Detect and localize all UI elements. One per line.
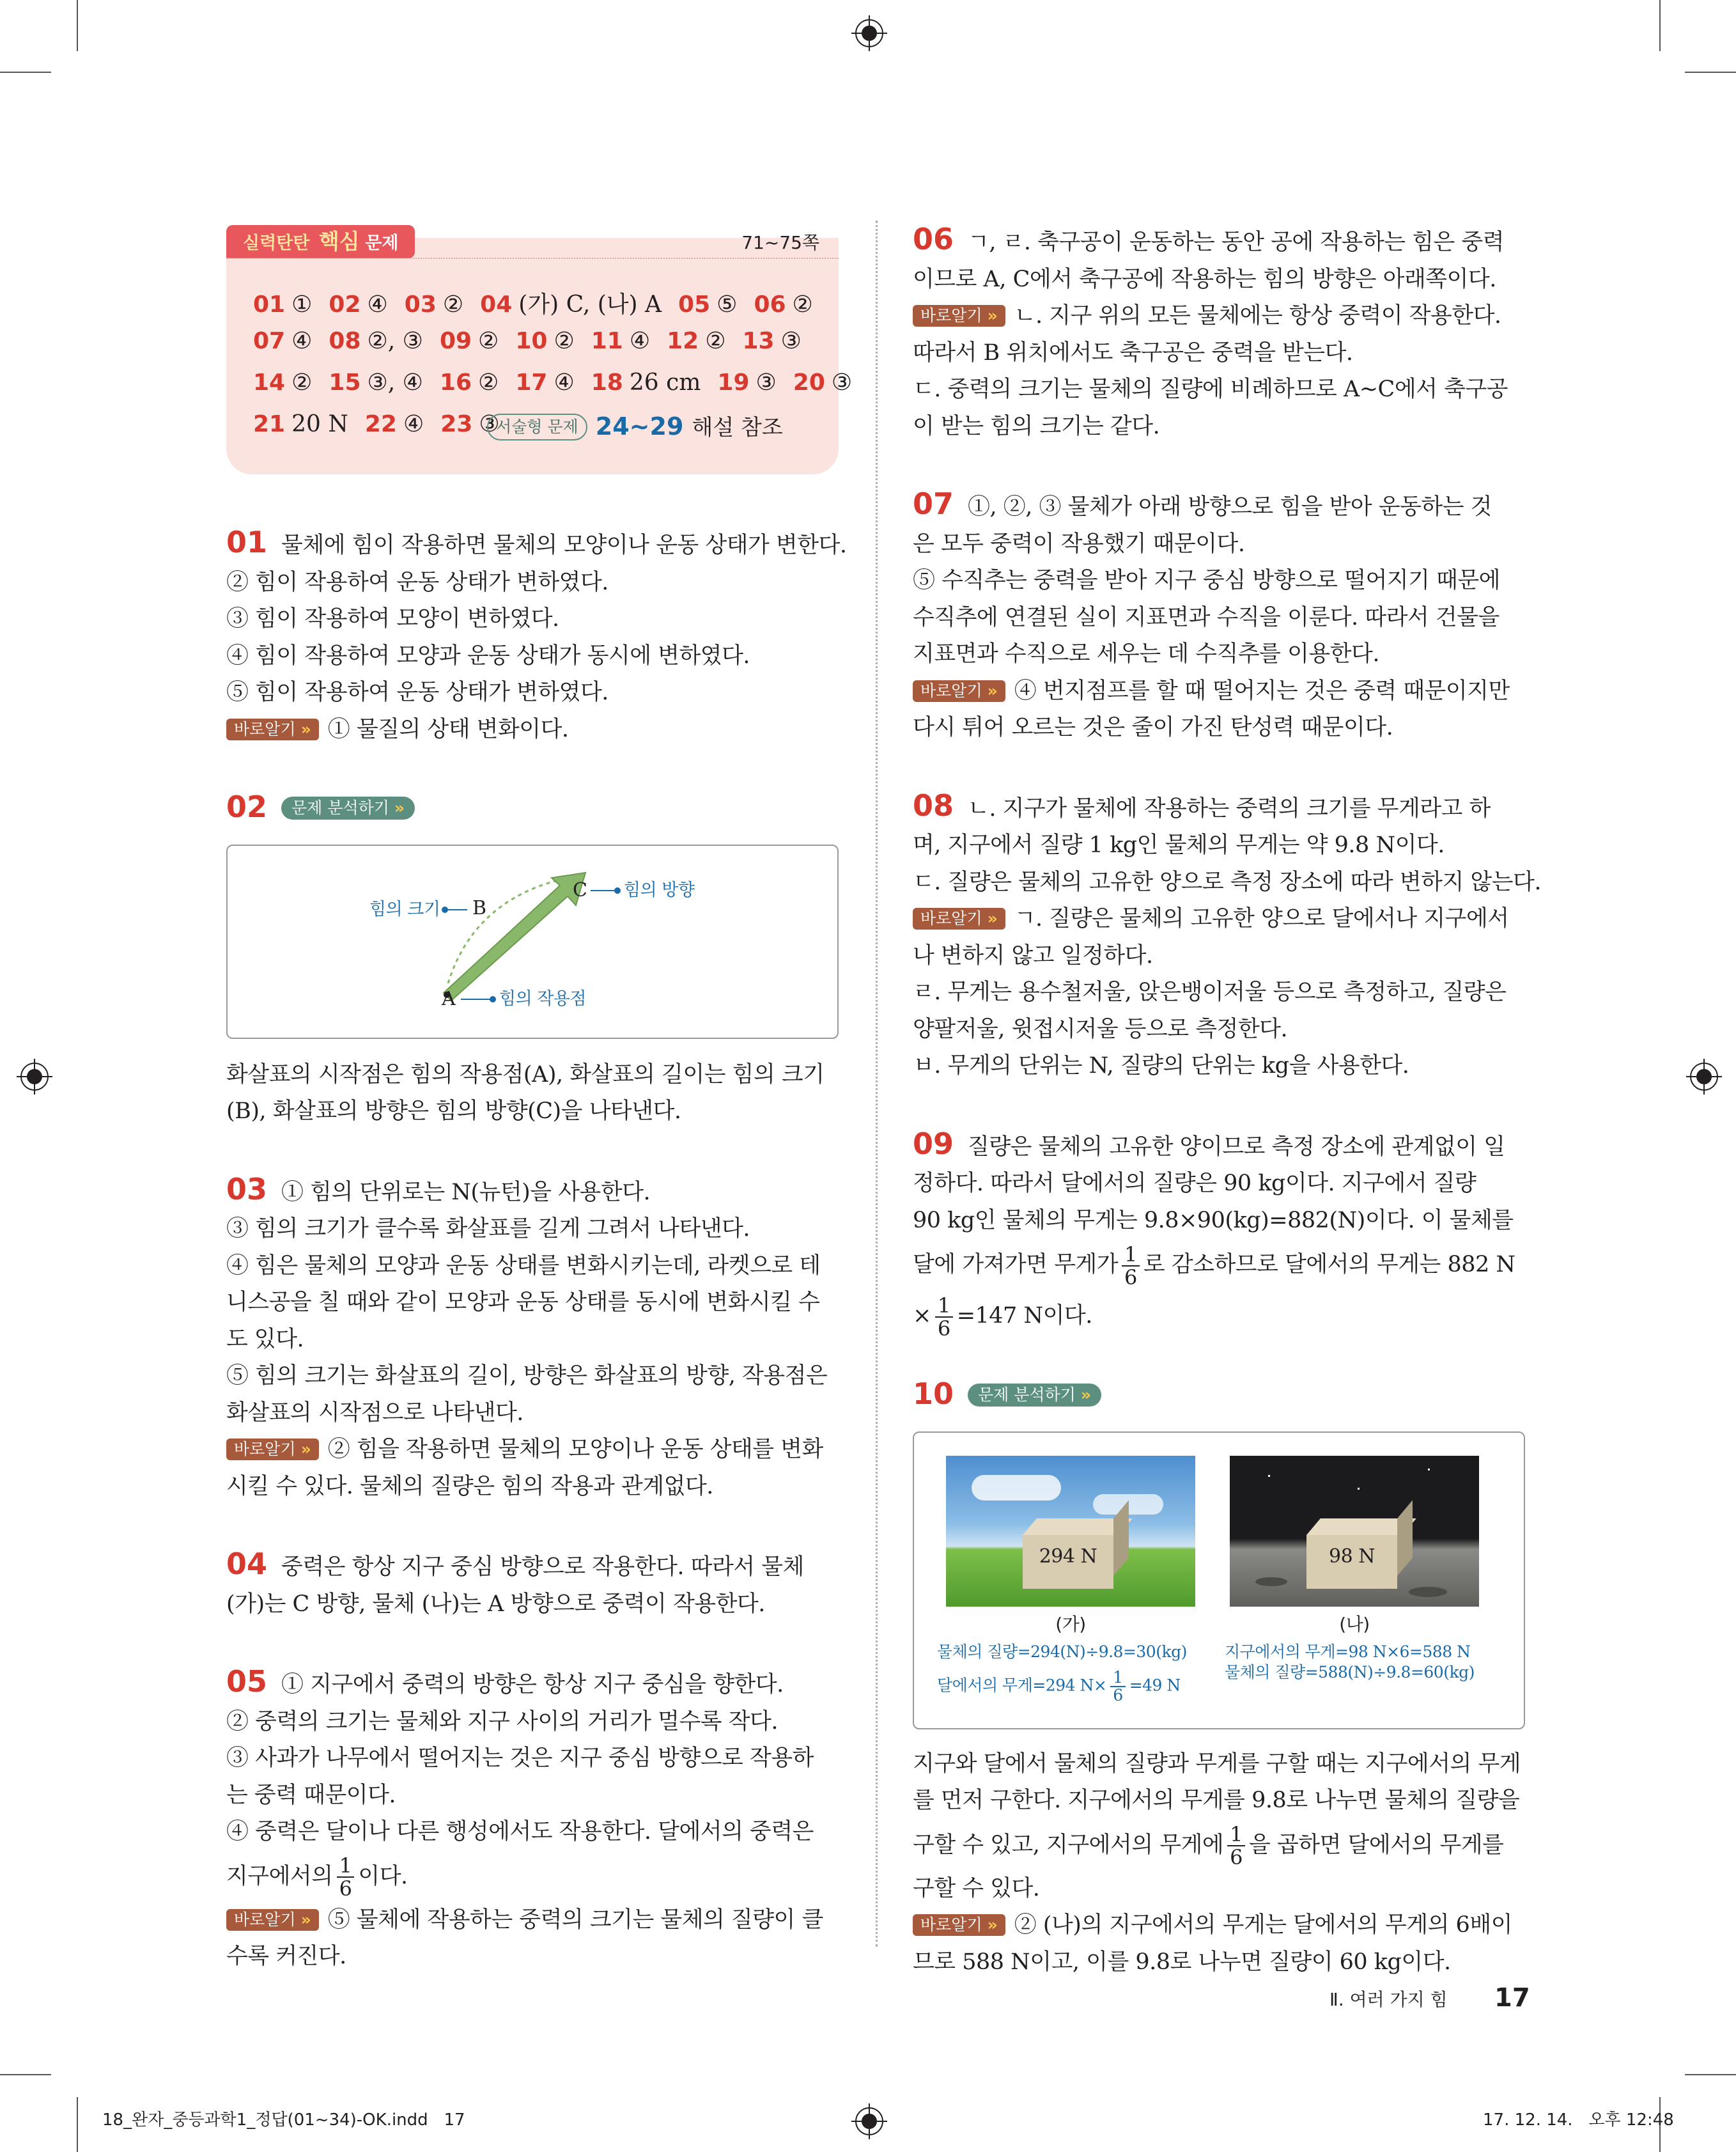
earth-image [946, 1456, 1195, 1607]
q02-number: 02 [226, 790, 268, 824]
column-divider [876, 221, 878, 1947]
answer-value: ③ [780, 328, 802, 354]
q07-line-2: 은 모두 중력이 작용했기 때문이다. [913, 531, 1245, 557]
q05-line-1 [226, 1664, 840, 1704]
answer-value: ⑤ [717, 292, 738, 318]
ga-calc-2 [937, 1669, 1181, 1704]
ga-calc-1: 물체의 질량=294(N)÷9.8=30(kg) [937, 1642, 1187, 1661]
q08-correction [913, 901, 1526, 938]
q04-number: 04 [226, 1547, 268, 1581]
answer-item [591, 370, 701, 396]
crop-mark [1659, 0, 1661, 51]
answer-item [667, 328, 725, 354]
correction-label: 바로알기 [920, 1915, 982, 1934]
q09-line-4 [913, 1239, 1526, 1290]
answer-item [480, 292, 662, 318]
q09-number: 09 [913, 1126, 954, 1161]
crater [1409, 1587, 1447, 1597]
answer-number: 11 [591, 328, 623, 354]
q08-after-3: 양팔저울, 윗접시저울 등으로 측정한다. [913, 1016, 1288, 1042]
answer-number: 10 [515, 328, 548, 354]
moon-image [1230, 1456, 1479, 1607]
answer-item [253, 370, 312, 396]
answer-value: ④ [291, 328, 313, 354]
answer-number: 21 [253, 411, 286, 437]
chevron-icon: » [987, 909, 998, 928]
crop-mark [0, 2074, 51, 2075]
answer-value: 26 cm [629, 370, 701, 396]
correction-label: 바로알기 [234, 1910, 296, 1929]
q01-line-5: ⑤ 힘이 작용하여 운동 상태가 변하였다. [226, 680, 608, 705]
q05-frac-post: 이다. [358, 1863, 408, 1889]
answer-number: 19 [717, 370, 750, 396]
correction-label: 바로알기 [920, 909, 982, 928]
box-side [1397, 1500, 1413, 1576]
q10-correction-2: 므로 588 N이고, 이를 9.8로 나누면 질량이 60 kg이다. [913, 1949, 1451, 1975]
fraction-denominator: 6 [1113, 1685, 1123, 1704]
label-B: B [472, 896, 486, 919]
answer-value: ② [792, 292, 813, 318]
answer-number: 12 [667, 328, 699, 354]
force-arrow [444, 873, 585, 1001]
q03-number: 03 [226, 1171, 268, 1206]
q01-correction [226, 712, 840, 749]
q10-line-1: 지구와 달에서 물체의 질량과 무게를 구할 때는 지구에서의 무게 [913, 1750, 1521, 1777]
correction-label: 바로알기 [920, 681, 982, 700]
q08-number: 08 [913, 788, 954, 823]
crop-mark [0, 72, 51, 73]
answer-number: 15 [329, 370, 361, 396]
q01-line-1 [226, 524, 847, 565]
q10-l3-post: 을 곱하면 달에서의 무게를 [1249, 1832, 1504, 1858]
chevron-icon: » [987, 306, 998, 325]
answer-number: 20 [793, 370, 825, 396]
q10-figure [913, 1431, 1525, 1729]
answer-value: ① [291, 292, 313, 318]
crop-mark [77, 0, 78, 51]
answer-number: 18 [591, 370, 623, 396]
fraction [935, 1295, 953, 1339]
answer-pages: 71~75쪽 [741, 232, 819, 253]
na-calc-2: 물체의 질량=588(N)÷9.8=60(kg) [1225, 1662, 1475, 1681]
q10-number: 10 [913, 1376, 954, 1411]
q03-text: ① 힘의 단위로는 N(뉴턴)을 사용한다. [281, 1179, 651, 1205]
star [1358, 1488, 1360, 1490]
q06-correction [913, 298, 1526, 335]
answer-row-3 [253, 370, 869, 396]
answer-box-rule [226, 258, 839, 259]
fraction-denominator: 6 [1124, 1265, 1137, 1290]
star [1268, 1475, 1270, 1477]
answer-number: 22 [364, 411, 397, 437]
q05-number: 05 [226, 1664, 268, 1699]
essay-ref: 해설 참조 [692, 415, 783, 441]
fraction-numerator: 1 [1110, 1669, 1125, 1687]
ga-calc-2-pre: 달에서의 무게=294 N× [937, 1676, 1107, 1694]
correction-tag [226, 719, 319, 740]
q06-line-2: 이므로 A, C에서 축구공에 작용하는 힘의 방향은 아래쪽이다. [913, 266, 1496, 292]
answer-number: 05 [678, 292, 711, 318]
answer-value: ③ [831, 370, 853, 396]
correction-tag [913, 908, 1005, 930]
chevron-icon: » [300, 719, 311, 738]
answer-number: 17 [515, 370, 548, 396]
answer-value: ② [478, 328, 499, 354]
q07-line-5: 지표면과 수직으로 세우는 데 수직추를 이용한다. [913, 641, 1379, 667]
q03-line-3: ④ 힘은 물체의 모양과 운동 상태를 변화시키는데, 라켓으로 테 [226, 1252, 821, 1279]
answer-item [743, 328, 802, 354]
fraction-numerator: 1 [1227, 1823, 1245, 1846]
q07-line-4: 수직추에 연결된 실이 지표면과 수직을 이룬다. 따라서 건물을 [913, 604, 1500, 630]
answer-value: ② [442, 292, 464, 318]
q01-correction-text: ① 물질의 상태 변화이다. [327, 716, 569, 742]
fraction-numerator: 1 [935, 1295, 953, 1318]
q05-correction [226, 1902, 840, 1939]
file-info: 18_완자_중등과학1_정답(01~34)-OK.indd 17 [102, 2110, 465, 2130]
q07-line-1 [913, 486, 1526, 526]
q05-text: ① 지구에서 중력의 방향은 항상 지구 중심을 향한다. [281, 1672, 784, 1697]
chevron-icon: » [300, 1910, 311, 1929]
point-label: 힘의 작용점 [499, 988, 586, 1009]
answer-value: ② [478, 370, 499, 396]
q01-number: 01 [226, 525, 268, 559]
answer-value: ③, ④ [367, 370, 423, 396]
correction-tag [913, 1914, 1005, 1936]
answer-item [515, 370, 574, 396]
q04-text: 중력은 항상 지구 중심 방향으로 작용한다. 따라서 물체 [281, 1554, 804, 1580]
crater [1255, 1577, 1287, 1586]
label-A: A [442, 987, 456, 1010]
q09-line-2: 정하다. 따라서 달에서의 질량은 90 kg이다. 지구에서 질량 [913, 1171, 1476, 1196]
q03-line-7: 화살표의 시작점으로 나타낸다. [226, 1400, 523, 1426]
q06-after-2: ㄷ. 중력의 크기는 물체의 질량에 비례하므로 A~C에서 축구공 [913, 377, 1508, 402]
answer-number: 09 [439, 328, 472, 354]
direction-label: 힘의 방향 [624, 880, 695, 900]
title-prefix: 실력탄탄 [243, 233, 310, 253]
q01-text: 물체에 힘이 작용하면 물체의 모양이나 운동 상태가 변한다. [281, 533, 847, 558]
q08-line-3: ㄷ. 질량은 물체의 고유한 양으로 측정 장소에 따라 변하지 않는다. [913, 869, 1541, 895]
q07-number: 07 [913, 487, 954, 521]
q10-line-2: 를 먼저 구한다. 지구에서의 무게를 9.8로 나누면 물체의 질량을 [913, 1788, 1520, 1813]
answer-number: 01 [253, 292, 286, 318]
answer-item [754, 292, 812, 318]
q09-text: 질량은 물체의 고유한 양이므로 측정 장소에 관계없이 일 [968, 1134, 1505, 1160]
q03-line-2: ③ 힘의 크기가 클수록 화살표를 길게 그려서 나타낸다. [226, 1216, 750, 1242]
q03-correction-text: ② 힘을 작용하면 물체의 모양이나 운동 상태를 변화 [327, 1437, 823, 1462]
answer-number: 16 [439, 370, 472, 396]
essay-reference [487, 410, 783, 441]
q06-after-1: 따라서 B 위치에서도 축구공은 중력을 받는다. [913, 339, 1353, 366]
correction-tag [226, 1909, 319, 1931]
left-column [226, 524, 847, 1976]
analysis-tag [968, 1384, 1101, 1407]
answer-item [515, 328, 574, 354]
answer-number: 08 [329, 328, 361, 354]
q07-correction-text: ④ 번지점프를 할 때 떨어지는 것은 중력 때문이지만 [1014, 678, 1510, 704]
q09-l5-post: =147 N이다. [956, 1303, 1092, 1329]
q06-line-1 [913, 221, 1526, 261]
crop-mark [1685, 2074, 1736, 2075]
q06-number: 06 [913, 222, 954, 256]
right-column [913, 221, 1541, 1981]
title-suffix: 문제 [365, 233, 399, 253]
answer-row-1 [253, 286, 830, 319]
correction-label: 바로알기 [234, 1440, 296, 1458]
fraction-numerator: 1 [337, 1855, 355, 1878]
answer-value: 20 N [291, 411, 348, 437]
answer-box-title [226, 225, 415, 258]
answer-number: 03 [404, 292, 437, 318]
registration-mark-icon [855, 19, 883, 47]
answer-item [717, 370, 776, 396]
q03-correction-2: 시킬 수 있다. 물체의 질량은 힘의 작용과 관계없다. [226, 1473, 713, 1499]
correction-label: 바로알기 [234, 719, 296, 738]
q10-line-3 [913, 1820, 1526, 1871]
answer-item [329, 370, 423, 396]
q10-l3-pre: 구할 수 있고, 지구에서의 무게에 [913, 1832, 1224, 1858]
answer-item [793, 370, 852, 396]
fraction [1227, 1823, 1245, 1868]
q10-correction [913, 1907, 1526, 1944]
crop-mark [1685, 72, 1736, 73]
answer-item [440, 328, 499, 354]
q01-line-3: ③ 힘이 작용하여 모양이 변하였다. [226, 606, 559, 632]
answer-number: 23 [440, 411, 473, 437]
chevron-icon: » [300, 1440, 311, 1458]
q02-diagram [226, 845, 839, 1039]
title-highlight: 핵심 [318, 229, 360, 254]
analysis-tag [281, 797, 415, 820]
q09-line-1 [913, 1126, 1526, 1166]
answer-value: ③ [756, 370, 777, 396]
q03-line-5: 도 있다. [226, 1326, 304, 1352]
answer-item [253, 292, 312, 318]
answer-value: ② [291, 370, 313, 396]
answer-item [253, 328, 312, 354]
q10-line-4: 구할 수 있다. [913, 1875, 1040, 1901]
q09-l5-pre: × [913, 1303, 931, 1329]
q06-text: ㄱ, ㄹ. 축구공이 운동하는 동안 공에 작용하는 힘은 중력 [968, 230, 1505, 255]
q02-line-2: (B), 화살표의 방향은 힘의 방향(C)을 나타낸다. [226, 1098, 681, 1124]
q08-line-2: 며, 지구에서 질량 1 kg인 물체의 무게는 약 9.8 N이다. [913, 832, 1445, 858]
q05-correction-text: ⑤ 물체에 작용하는 중력의 크기는 물체의 질량이 클 [327, 1906, 823, 1933]
q05-line-4: 는 중력 때문이다. [226, 1782, 396, 1808]
q06-after-3: 이 받는 힘의 크기는 같다. [913, 413, 1160, 439]
q07-text: ①, ②, ③ 물체가 아래 방향으로 힘을 받아 운동하는 것 [968, 494, 1492, 520]
q05-line-2: ② 중력의 크기는 물체와 지구 사이의 거리가 멀수록 작다. [226, 1708, 778, 1735]
chevron-icon: » [1080, 1385, 1091, 1404]
q05-line-3: ③ 사과가 나무에서 떨어지는 것은 지구 중심 방향으로 작용하 [226, 1745, 814, 1771]
answer-item [253, 411, 348, 437]
q07-correction-2: 다시 튀어 오르는 것은 줄이 가진 탄성력 때문이다. [913, 715, 1393, 740]
answer-box-header [226, 225, 839, 258]
earth-box-label: 294 N [1039, 1545, 1097, 1568]
answer-item [591, 328, 650, 354]
crop-mark [77, 2097, 78, 2152]
essay-badge: 서술형 문제 [487, 414, 587, 441]
q03-line-6: ⑤ 힘의 크기는 화살표의 길이, 방향은 화살표의 방향, 작용점은 [226, 1363, 828, 1389]
label-C: C [573, 878, 587, 901]
q09-line-3: 90 kg인 물체의 무게는 9.8×90(kg)=882(N)이다. 이 물체를 [913, 1207, 1514, 1233]
fraction [337, 1855, 355, 1899]
answer-number: 02 [329, 292, 361, 318]
correction-label: 바로알기 [920, 306, 982, 325]
q08-after-4: ㅂ. 무게의 단위는 N, 질량의 단위는 kg을 사용한다. [913, 1053, 1409, 1079]
magnitude-label: 힘의 크기 [369, 899, 440, 919]
q06-correction-text: ㄴ. 지구 위의 모든 물체에는 항상 중력이 작용한다. [1014, 303, 1501, 329]
fraction-denominator: 6 [339, 1876, 352, 1901]
q08-after-1: 나 변하지 않고 일정하다. [913, 942, 1153, 969]
q04-line-2: (가)는 C 방향, 물체 (나)는 A 방향으로 중력이 작용한다. [226, 1591, 765, 1617]
answer-row-2 [253, 328, 818, 354]
answer-item [678, 292, 737, 318]
answer-number: 14 [253, 370, 286, 396]
chevron-icon: » [394, 799, 405, 817]
fraction-numerator: 1 [1122, 1244, 1140, 1267]
q03-line-4: 니스공을 칠 때와 같이 모양과 운동 상태를 동시에 변화시킬 수 [226, 1290, 820, 1315]
q09-line-5 [913, 1290, 1526, 1341]
star [1428, 1469, 1430, 1470]
answer-item [365, 411, 424, 437]
print-date: 17. 12. 14. 오후 12:48 [1483, 2110, 1674, 2130]
caption-ga: (가) [1055, 1613, 1086, 1635]
fraction [1122, 1244, 1140, 1288]
fraction-denominator: 6 [937, 1316, 950, 1341]
answer-item [329, 292, 387, 318]
registration-mark-icon [20, 1063, 49, 1091]
q08-text: ㄴ. 지구가 물체에 작용하는 중력의 크기를 무게라고 하 [968, 795, 1491, 822]
answer-value: ④ [403, 411, 424, 437]
moon-box-label: 98 N [1329, 1545, 1375, 1568]
answer-value: ④ [367, 292, 388, 318]
q01-line-2: ② 힘이 작용하여 운동 상태가 변하였다. [226, 569, 608, 595]
answer-number: 13 [742, 328, 775, 354]
answer-value: ②, ③ [367, 328, 423, 354]
answer-item [329, 328, 423, 354]
answer-value: ③ [479, 411, 500, 437]
correction-tag [913, 680, 1005, 702]
q03-correction [226, 1431, 840, 1469]
chevron-icon: » [987, 1915, 998, 1934]
registration-mark-icon [855, 2107, 883, 2135]
fraction-denominator: 6 [1230, 1845, 1243, 1869]
q05-line-5: ④ 중력은 달이나 다른 행성에서도 작용한다. 달에서의 중력은 [226, 1819, 814, 1844]
q04-line-1 [226, 1546, 840, 1586]
na-calc-1: 지구에서의 무게=98 N×6=588 N [1225, 1642, 1471, 1661]
q09-l4-pre: 달에 가져가면 무게가 [913, 1252, 1119, 1277]
q08-after-2: ㄹ. 무게는 용수철저울, 앉은뱅이저울 등으로 측정하고, 질량은 [913, 979, 1507, 1005]
q03-line-1 [226, 1171, 840, 1212]
q09-l4-post: 로 감소하므로 달에서의 무게는 882 N [1143, 1252, 1515, 1277]
answer-value: ② [705, 328, 726, 354]
analysis-label: 문제 분석하기 [978, 1385, 1076, 1404]
correction-tag [913, 305, 1005, 327]
answer-row-4 [253, 411, 516, 437]
q02-header [226, 789, 840, 829]
correction-tag [226, 1439, 319, 1460]
q10-correction-text: ② (나)의 지구에서의 무게는 달에서의 무게의 6배이 [1014, 1912, 1512, 1938]
page-number: 17 [1494, 1983, 1530, 2013]
answer-number: 07 [253, 328, 286, 354]
analysis-label: 문제 분석하기 [291, 799, 389, 817]
q05-correction-2: 수록 커진다. [226, 1944, 346, 1969]
q01-line-4: ④ 힘이 작용하여 모양과 운동 상태가 동시에 변하였다. [226, 643, 750, 669]
answer-number: 06 [754, 292, 786, 318]
caption-na: (나) [1339, 1613, 1370, 1635]
answer-value: ② [554, 328, 575, 354]
q07-correction [913, 673, 1526, 710]
ga-calc-2-post: =49 N [1129, 1676, 1181, 1694]
fraction [1110, 1669, 1125, 1704]
chevron-icon: » [987, 681, 998, 700]
registration-mark-icon [1690, 1063, 1718, 1091]
answer-value: ④ [554, 370, 575, 396]
cloud [972, 1475, 1061, 1501]
q08-correction-text: ㄱ. 질량은 물체의 고유한 양으로 달에서나 지구에서 [1014, 906, 1509, 932]
q10-header [913, 1376, 1526, 1416]
section-title: Ⅱ. 여러 가지 힘 [1329, 1989, 1448, 2010]
essay-range: 24~29 [595, 412, 684, 441]
q02-line-1: 화살표의 시작점은 힘의 작용점(A), 화살표의 길이는 힘의 크기 [226, 1061, 825, 1088]
q05-line-6 [226, 1851, 840, 1902]
answer-value: ④ [629, 328, 651, 354]
answer-item [405, 292, 463, 318]
q08-line-1 [913, 788, 1526, 828]
answer-number: 04 [480, 292, 513, 318]
q05-frac-pre: 지구에서의 [226, 1863, 333, 1889]
answer-item [440, 370, 499, 396]
q07-line-3: ⑤ 수직추는 중력을 받아 지구 중심 방향으로 떨어지기 때문에 [913, 568, 1500, 593]
answer-value: (가) C, (나) A [518, 292, 662, 318]
